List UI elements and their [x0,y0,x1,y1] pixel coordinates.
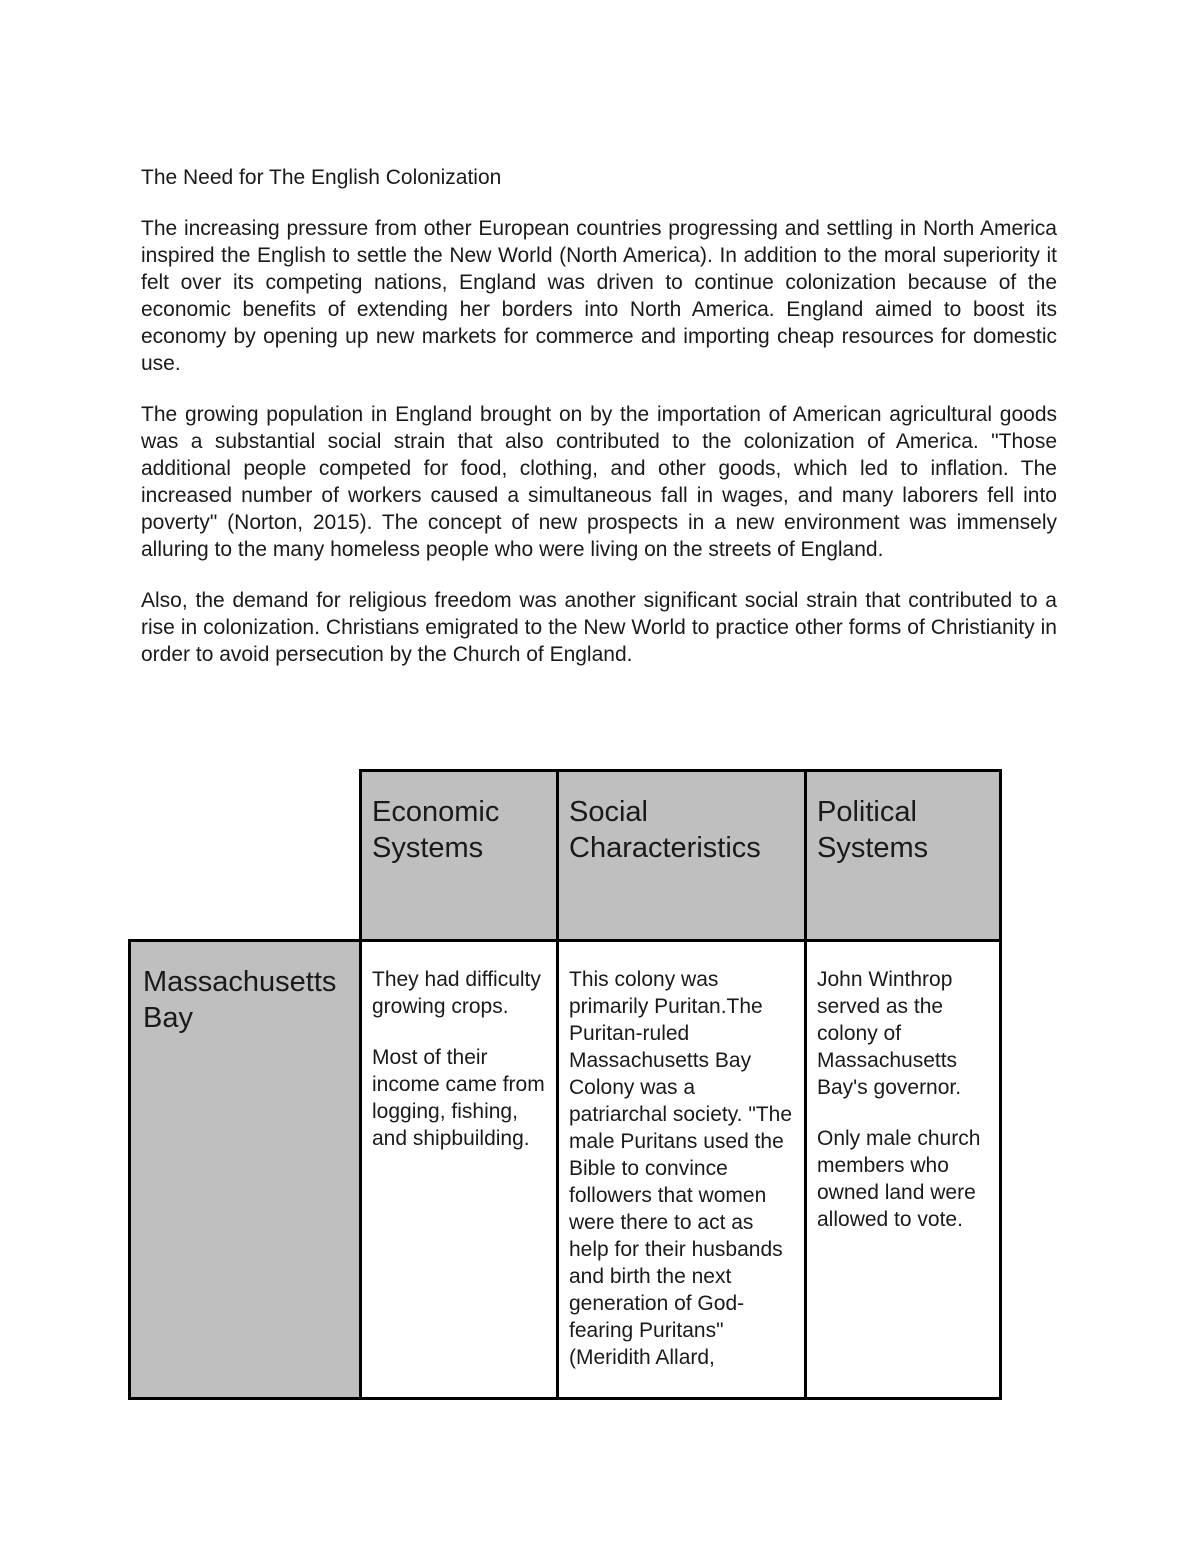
page-title: The Need for The English Colonization [141,166,502,189]
header-economic-systems: Economic Systems [359,769,559,942]
paragraph-2: The growing population in England brought on by the importation of American agricultural goods was a substantial social strain that also contributed to the colonization of America. "Those additional people competed for food, clothing, and other goods, which led to inflation. The increased number of workers caused a simultaneous fall in wages, and many laborers fell into poverty" (Norton, 2015). The concept of new prospects in a new environment was immensely alluring to the many homeless people who were living on the streets of England. [141,403,1057,561]
paragraph-1: The increasing pressure from other European countries progressing and settling in North America inspired the English to settle the New World (North America). In addition to the moral superiority it felt over its competing nations, England was driven to continue colonization because of the economic benefits of extending her borders into North America. England aimed to boost its economy by opening up new markets for commerce and importing cheap resources for domestic use. [141,217,1057,375]
cell-economic [359,939,559,1400]
political-text-1: John Winthrop served as the colony of Massachusetts Bay's governor. [817,968,962,1099]
cell-social [556,939,807,1400]
header-social-characteristics: Social Characteristics [556,769,807,942]
social-text-1: This colony was primarily Puritan.The Puritan-ruled Massachusetts Bay Colony was a patriarchal society. "The male Puritans used the Bible to convince followers that women were there to act as help for their husbands and birth the next generation of God-fearing Puritans" (Meridith Allard, [569,968,792,1369]
comparison-table [128,769,1002,1400]
economic-text-1: They had difficulty growing crops. [372,968,541,1018]
row-header-massachusetts-bay: Massachusetts Bay [128,939,362,1400]
cell-political [804,939,1002,1400]
economic-text-2: Most of their income came from logging, fishing, and shipbuilding. [372,1046,545,1150]
header-political-systems: Political Systems [804,769,1002,942]
document-body [141,163,1057,692]
paragraph-3: Also, the demand for religious freedom was another significant social strain that contributed to a rise in colonization. Christians emigrated to the New World to practice other forms of Christianity in order to avoid persecution by the Church of England. [141,589,1057,666]
political-text-2: Only male church members who owned land were allowed to vote. [817,1127,981,1231]
